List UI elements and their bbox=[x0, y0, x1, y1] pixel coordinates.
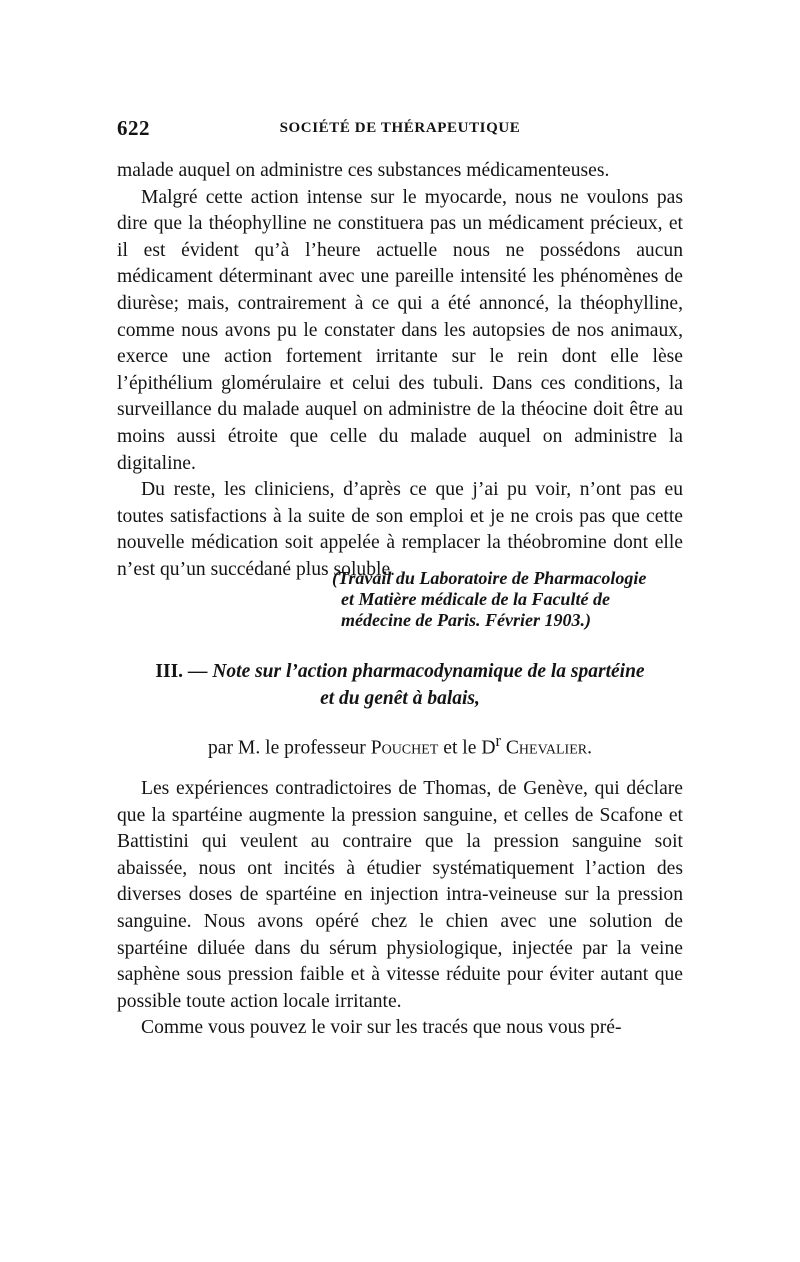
author-connector: et le D bbox=[443, 737, 496, 759]
section-heading bbox=[117, 658, 683, 712]
section-heading-line-1 bbox=[117, 658, 683, 685]
paragraph: Les expériences contradictoires de Thomas, de Genève, qui déclare que la spartéine augmente la pression sanguine, et celles de Scafone et Battistini qui veulent au contraire que la pression sanguine soit abaissée, nous ont incités à étudier systématiquement l’action des diverses doses de spartéine en injection intra-veineuse sur la pression sanguine. Nous avons opéré chez le chien avec une solution de spartéine diluée dans du sérum physiologique, injectée par la veine saphène sous pression faible et à vitesse réduite pour éviter autant que possible toute action locale irritante. bbox=[117, 778, 683, 1012]
section-numeral: III. — bbox=[155, 661, 208, 682]
citation-line: (Travail du Laboratoire de Pharmacologie bbox=[332, 568, 647, 588]
paragraph: Comme vous pouvez le voir sur les tracés que nous vous pré- bbox=[141, 1017, 622, 1039]
citation-line: et Matière médicale de la Faculté de bbox=[341, 589, 610, 609]
body-text-block-2 bbox=[117, 776, 683, 1042]
paragraph: Malgré cette action intense sur le myocarde, nous ne voulons pas dire que la théophylline ne constituera pas un médicament précieux, et il est évident qu’à l’heure actuelle nous ne possédons aucun médicament déterminant avec une pareille intensité les phénomènes de diurèse; mais, contrairement à ce qui a été annoncé, la théophylline, comme nous avons pu le constater dans les autopsies de nos animaux, exerce une action fortement irritante sur le rein dont elle lèse l’épithélium glomérulaire et celui des tubuli. Dans ces conditions, la surveillance du malade auquel on administre de la théocine doit être au moins aussi étroite que celle du malade auquel on administre la digitaline. bbox=[117, 186, 683, 474]
section-title-part-1: Note sur l’action pharmacodynamique de la spartéine bbox=[212, 661, 645, 682]
author-prefix: par M. le professeur bbox=[207, 737, 366, 759]
section-title-part-2: et du genêt à balais, bbox=[320, 688, 480, 709]
author-name-2: Chevalier. bbox=[505, 737, 592, 759]
author-name-1: Pouchet bbox=[370, 737, 439, 759]
paragraph: Du reste, les cliniciens, d’après ce que j’ai pu voir, n’ont pas eu toutes satisfactions à la suite de son emploi et je ne crois pas que cette nouvelle médication soit appelée à remplacer la théobromine dont elle n’est qu’un succédané plus soluble. bbox=[117, 479, 683, 580]
author-line bbox=[117, 728, 683, 762]
page-number: 622 bbox=[117, 116, 150, 140]
doctor-abbrev-sup: r bbox=[495, 731, 501, 750]
citation-line: médecine de Paris. Février 1903.) bbox=[341, 610, 591, 630]
running-title: SOCIÉTÉ DE THÉRAPEUTIQUE bbox=[279, 120, 521, 136]
body-text-block-1 bbox=[117, 158, 683, 584]
paragraph: malade auquel on administre ces substances médicamenteuses. bbox=[117, 160, 610, 181]
page-header bbox=[117, 116, 683, 144]
citation bbox=[332, 568, 646, 631]
